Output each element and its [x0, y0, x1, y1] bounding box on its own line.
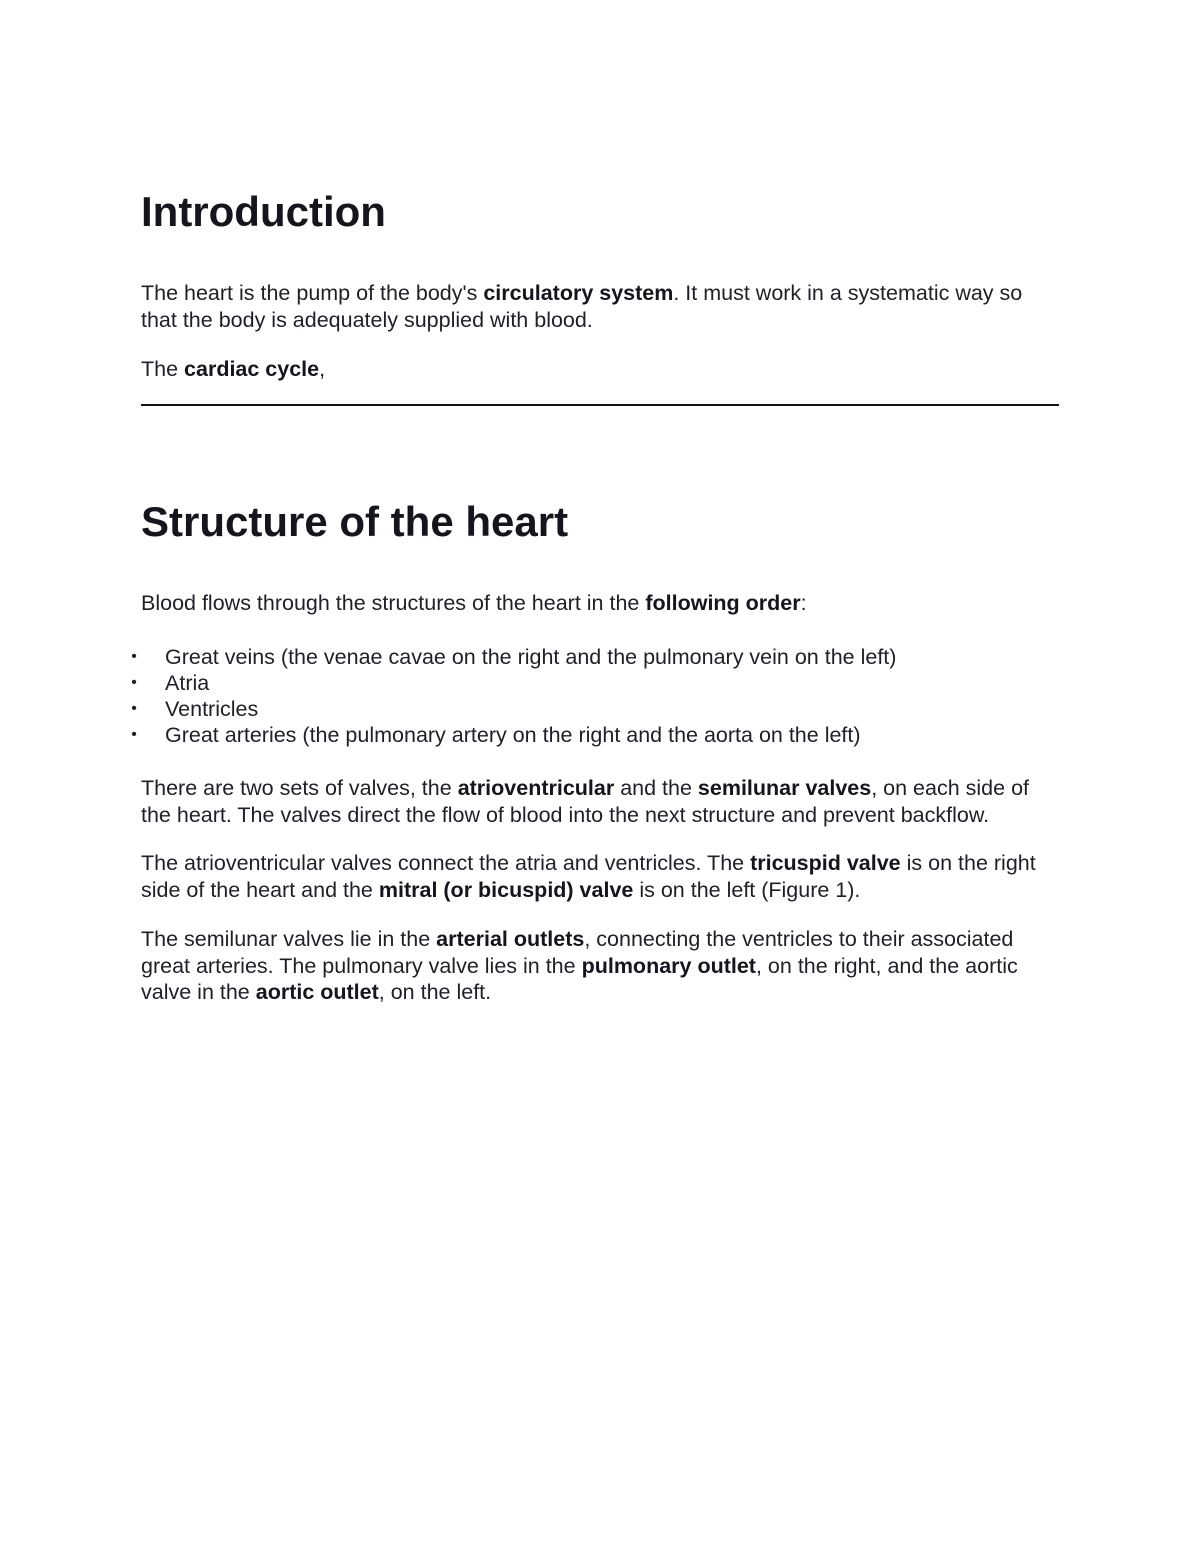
bold-term: mitral (or bicuspid) valve — [378, 877, 634, 902]
text: Blood flows through the structures of the heart in the — [141, 591, 646, 615]
bold-term: aortic outlet — [255, 980, 379, 1004]
bold-term: pulmonary outlet — [581, 953, 756, 978]
structure-paragraph-2 — [141, 775, 1059, 828]
horizontal-rule — [141, 404, 1059, 406]
structure-paragraph-4 — [141, 926, 1059, 1006]
list-item — [127, 696, 1059, 722]
text: . It must work in a systematic way so that the body is adequately supplied with blood. — [141, 281, 1023, 332]
text: The semilunar valves lie in the — [141, 927, 437, 951]
intro-paragraph-1 — [141, 280, 1059, 333]
text: , on each side of the heart. The valves direct the flow of blood into the next structure and prevent backflow. — [141, 776, 1029, 827]
text: , on the right, and the aortic valve in the — [141, 953, 1018, 1004]
list-item — [127, 670, 1059, 696]
bold-term: arterial outlets — [436, 927, 585, 951]
list-item — [127, 644, 1059, 670]
bold-term: semilunar valves — [697, 776, 872, 800]
text: The atrioventricular valves connect the atria and ventricles. The — [141, 851, 751, 875]
text: and the — [614, 776, 698, 800]
structure-paragraph-3 — [141, 850, 1059, 903]
bullet-icon: • — [131, 700, 137, 717]
bullet-icon: • — [131, 648, 137, 665]
list-item-text: Atria — [165, 671, 210, 695]
list-item-text: Ventricles — [165, 697, 259, 721]
bold-term: tricuspid valve — [750, 851, 901, 875]
text: , on the left. — [378, 980, 492, 1004]
bullet-icon: • — [131, 674, 137, 691]
text: , connecting the ventricles to their associated great arteries. The pulmonary valve lies in the — [141, 927, 1014, 978]
bold-term: circulatory system — [483, 281, 674, 305]
bold-term: cardiac cycle — [184, 357, 320, 381]
list-item-text: Great arteries (the pulmonary artery on the right and the aorta on the left) — [165, 723, 861, 747]
list-item-text: Great veins (the venae cavae on the right and the pulmonary vein on the left) — [165, 645, 897, 669]
heart-structure-list — [127, 644, 1059, 748]
text: is on the right side of the heart and the — [141, 851, 1036, 902]
bullet-icon: • — [131, 726, 137, 743]
intro-paragraph-2 — [141, 356, 1059, 383]
structure-paragraph-1 — [141, 590, 1059, 617]
introduction-heading: Introduction — [141, 188, 386, 235]
text: There are two sets of valves, the — [141, 776, 458, 800]
text: is on the left (Figure 1). — [633, 877, 861, 902]
structure-heading: Structure of the heart — [141, 498, 569, 545]
text: , — [319, 357, 326, 381]
text: The — [141, 357, 185, 381]
bold-term: following order — [645, 591, 801, 615]
bold-term: atrioventricular — [457, 776, 615, 800]
text: : — [800, 591, 807, 615]
text: The heart is the pump of the body's — [141, 281, 484, 305]
list-item — [127, 722, 1059, 748]
